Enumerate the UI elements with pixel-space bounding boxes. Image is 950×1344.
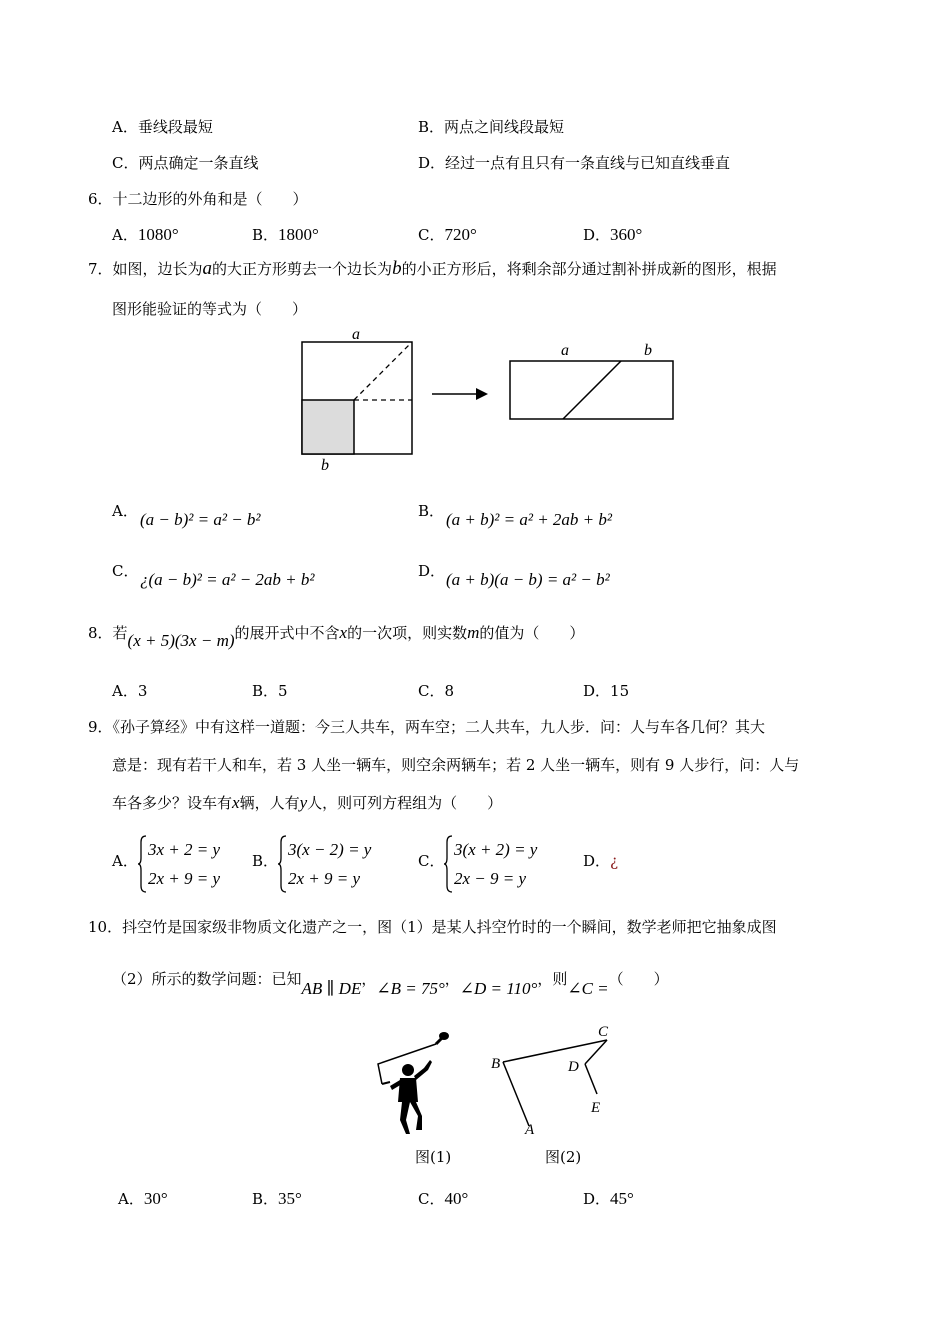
q9-option-a[interactable]: 3x + 2 = y 2x + 9 = y <box>138 834 228 894</box>
small-square <box>302 400 354 454</box>
q7-option-c-key: C． <box>112 562 139 580</box>
q7-option-a-key: A． <box>112 502 138 520</box>
q9-option-c-key: C． <box>418 852 445 870</box>
q9-option-c[interactable]: 3(x + 2) = y 2x − 9 = y <box>444 834 545 894</box>
q9-option-d[interactable]: D．¿ <box>583 852 619 870</box>
q8-stem: 8．若(x + 5)(3x − m)的展开式中不含x的一次项，则实数m的值为（ ） <box>88 623 585 650</box>
q7-option-d-key: D． <box>418 562 446 580</box>
q8-option-a[interactable]: A．3 <box>112 682 148 700</box>
segment-ba <box>503 1062 529 1126</box>
segment-de <box>585 1064 597 1094</box>
q7-option-b-key: B． <box>418 502 445 520</box>
q10-figure1-person <box>370 1030 460 1140</box>
label-a-top: a <box>352 326 360 343</box>
q7-option-b[interactable]: (a + b)² = a² + 2ab + b² <box>446 510 612 529</box>
q7-option-d[interactable]: (a + b)(a − b) = a² − b² <box>446 570 610 589</box>
label-b-bottom: b <box>321 457 329 474</box>
q9-line3: 车各多少？设车有x辆，人有y人，则可列方程组为（ ） <box>112 793 503 812</box>
label-b-rect: b <box>644 342 652 359</box>
brace-icon <box>278 834 288 894</box>
q7-stem-line2: 图形能验证的等式为（ ） <box>112 300 308 318</box>
q9-option-a-key: A． <box>112 852 138 870</box>
q6-option-b[interactable]: B．1800° <box>252 225 319 244</box>
brace-icon <box>138 834 148 894</box>
q7-option-c[interactable]: ¿(a − b)² = a² − 2ab + b² <box>140 570 315 589</box>
label-A: A <box>525 1122 535 1138</box>
q10-line1: 10．抖空竹是国家级非物质文化遗产之一，图（1）是某人抖空竹时的一个瞬间，数学老师把它抽象成图 <box>88 918 777 936</box>
q9-option-b[interactable]: 3(x − 2) = y 2x + 9 = y <box>278 834 379 894</box>
label-a-rect: a <box>561 342 569 359</box>
q7-option-a[interactable]: (a − b)² = a² − b² <box>140 510 261 529</box>
q10-option-a[interactable]: A．30° <box>118 1189 168 1208</box>
q8-option-c[interactable]: C．8 <box>418 682 455 700</box>
q8-option-b[interactable]: B．5 <box>252 682 288 700</box>
q5-option-d[interactable]: D．经过一点有且只有一条直线与已知直线垂直 <box>418 154 731 172</box>
q10-option-d[interactable]: D．45° <box>583 1189 634 1208</box>
rect-cut-line <box>563 361 621 419</box>
q10-line2: （2）所示的数学问题：已知AB ∥ DE，∠B = 75°，∠D = 110°，则∠C =（ ） <box>112 970 669 998</box>
fig1-caption: 图(1) <box>415 1148 452 1166</box>
q9-line2: 意是：现有若干人和车，若 3 人坐一辆车，则空余两辆车；若 2 人坐一辆车，则有 9 人步行，问：人与 <box>112 756 800 774</box>
q6-option-c[interactable]: C．720° <box>418 225 477 244</box>
q7-stem-line1: 7．如图，边长为a的大正方形剪去一个边长为b的小正方形后，将剩余部分通过割补拼成新的图形，根据 <box>88 258 777 279</box>
q7-figure <box>290 322 690 477</box>
q10-figure2-geometry <box>485 1020 620 1140</box>
label-E: E <box>591 1100 601 1116</box>
q6-option-d[interactable]: D．360° <box>583 225 643 244</box>
label-D: D <box>568 1059 579 1075</box>
q5-option-b[interactable]: B．两点之间线段最短 <box>418 118 565 136</box>
label-C: C <box>598 1024 609 1040</box>
q9-option-b-key: B． <box>252 852 279 870</box>
q10-option-c[interactable]: C．40° <box>418 1189 469 1208</box>
label-B: B <box>491 1056 501 1072</box>
q9-line1: 9．《孙子算经》中有这样一道题：今三人共车，两车空；二人共车，九人步．问：人与车各几何？其大 <box>88 718 766 736</box>
arrow-icon <box>476 388 488 400</box>
q6-option-a[interactable]: A．1080° <box>112 225 179 244</box>
q6-stem: 6．十二边形的外角和是（ ） <box>88 190 308 208</box>
dashed-diagonal <box>354 342 412 400</box>
q5-option-c[interactable]: C．两点确定一条直线 <box>112 154 259 172</box>
brace-icon <box>444 834 454 894</box>
q10-option-b[interactable]: B．35° <box>252 1189 302 1208</box>
segment-bc <box>503 1040 607 1062</box>
q8-option-d[interactable]: D．15 <box>583 682 630 700</box>
fig2-caption: 图(2) <box>545 1148 582 1166</box>
q5-option-a[interactable]: A．垂线段最短 <box>112 118 213 136</box>
